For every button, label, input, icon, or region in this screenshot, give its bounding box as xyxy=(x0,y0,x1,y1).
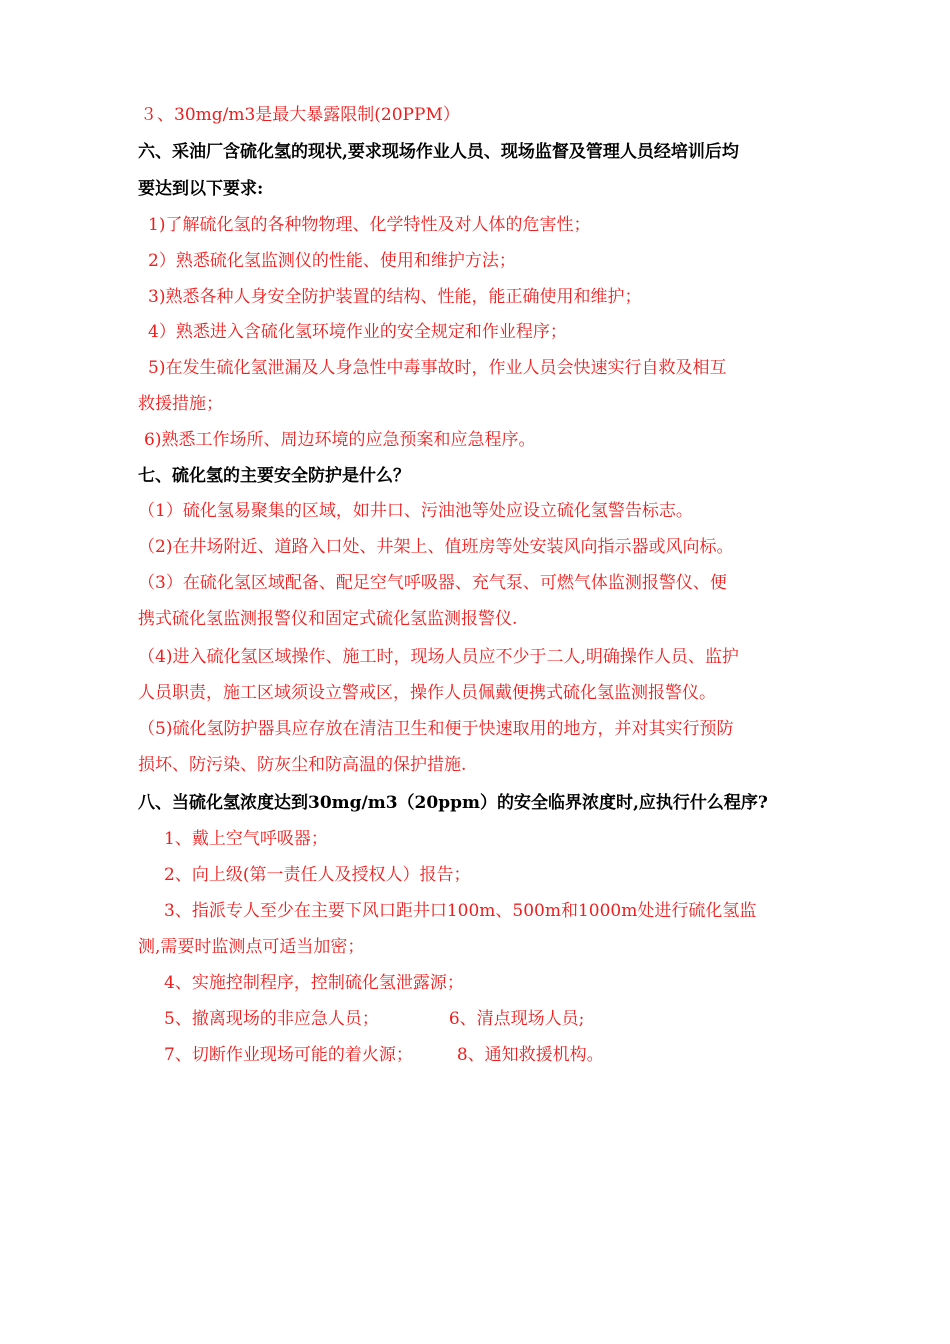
section-6-item-5-line2: 救援措施； xyxy=(138,394,223,414)
section-6-item-3: 3)熟悉各种人身安全防护装置的结构、性能，能正确使用和维护； xyxy=(148,287,642,307)
section-7-item-2: （2)在井场附近、道路入口处、井架上、值班房等处安装风向指示器或风向标。 xyxy=(138,537,734,557)
section-8-item-3-line2: 测,需要时监测点可适当加密； xyxy=(138,937,365,957)
section-7-item-4-line2: 人员职责，施工区域须设立警戒区，操作人员佩戴便携式硫化氢监测报警仪。 xyxy=(138,683,716,703)
section-6-item-5-line1: 5)在发生硫化氢泄漏及人身急性中毒事故时，作业人员会快速实行自救及相互 xyxy=(148,358,727,378)
section-7-heading: 七、硫化氢的主要安全防护是什么？ xyxy=(138,466,410,486)
section-8-item-5-6-row xyxy=(164,1008,854,1030)
section-6-heading-line2: 要达到以下要求: xyxy=(138,179,264,199)
section-7-item-5-line2: 损坏、防污染、防灰尘和防高温的保护措施. xyxy=(138,755,467,775)
section-7-item-5-line1: （5)硫化氢防护器具应存放在清洁卫生和便于快速取用的地方，并对其实行预防 xyxy=(138,719,734,739)
section-8-item-8: 8、通知救援机构。 xyxy=(456,1045,604,1065)
section-8-item-1: 1、戴上空气呼吸器； xyxy=(164,829,328,849)
section-7-item-1: （1）硫化氢易聚集的区域，如井口、污油池等处应设立硫化氢警告标志。 xyxy=(138,501,693,521)
section-6-item-6: 6)熟悉工作场所、周边环境的应急预案和应急程序。 xyxy=(144,430,536,450)
section-6-item-4: 4）熟悉进入含硫化氢环境作业的安全规定和作业程序； xyxy=(148,322,567,342)
section-8-item-7: 7、切断作业现场可能的着火源； xyxy=(164,1045,413,1065)
section-8-item-7-8-row xyxy=(164,1044,854,1066)
section-8-item-6: 6、清点现场人员; xyxy=(448,1009,585,1029)
prev-item-3: ３、30mg/m3是最大暴露限制(20PPM） xyxy=(140,105,460,125)
section-8-item-4: 4、实施控制程序，控制硫化氢泄露源； xyxy=(164,973,464,993)
section-7-item-3-line1: （3）在硫化氢区域配备、配足空气呼吸器、充气泵、可燃气体监测报警仪、便 xyxy=(138,573,727,593)
section-6-heading-line1: 六、采油厂含硫化氢的现状,要求现场作业人员、现场监督及管理人员经培训后均 xyxy=(138,142,739,162)
section-6-item-2: 2）熟悉硫化氢监测仪的性能、使用和维护方法； xyxy=(148,251,516,271)
section-8-item-2: 2、向上级(第一责任人及授权人）报告； xyxy=(164,865,471,885)
section-6-item-1: 1)了解硫化氢的各种物物理、化学特性及对人体的危害性； xyxy=(148,215,591,235)
section-7-item-4-line1: （4)进入硫化氢区域操作、施工时，现场人员应不少于二人,明确操作人员、监护 xyxy=(138,647,739,667)
section-8-item-5: 5、撤离现场的非应急人员； xyxy=(164,1009,379,1029)
section-8-heading: 八、当硫化氢浓度达到30mg/m3（20ppm）的安全临界浓度时,应执行什么程序? xyxy=(138,793,768,813)
section-8-item-3-line1: 3、指派专人至少在主要下风口距井口100m、500m和1000m处进行硫化氢监 xyxy=(164,901,757,921)
section-7-item-3-line2: 携式硫化氢监测报警仪和固定式硫化氢监测报警仪. xyxy=(138,609,518,629)
